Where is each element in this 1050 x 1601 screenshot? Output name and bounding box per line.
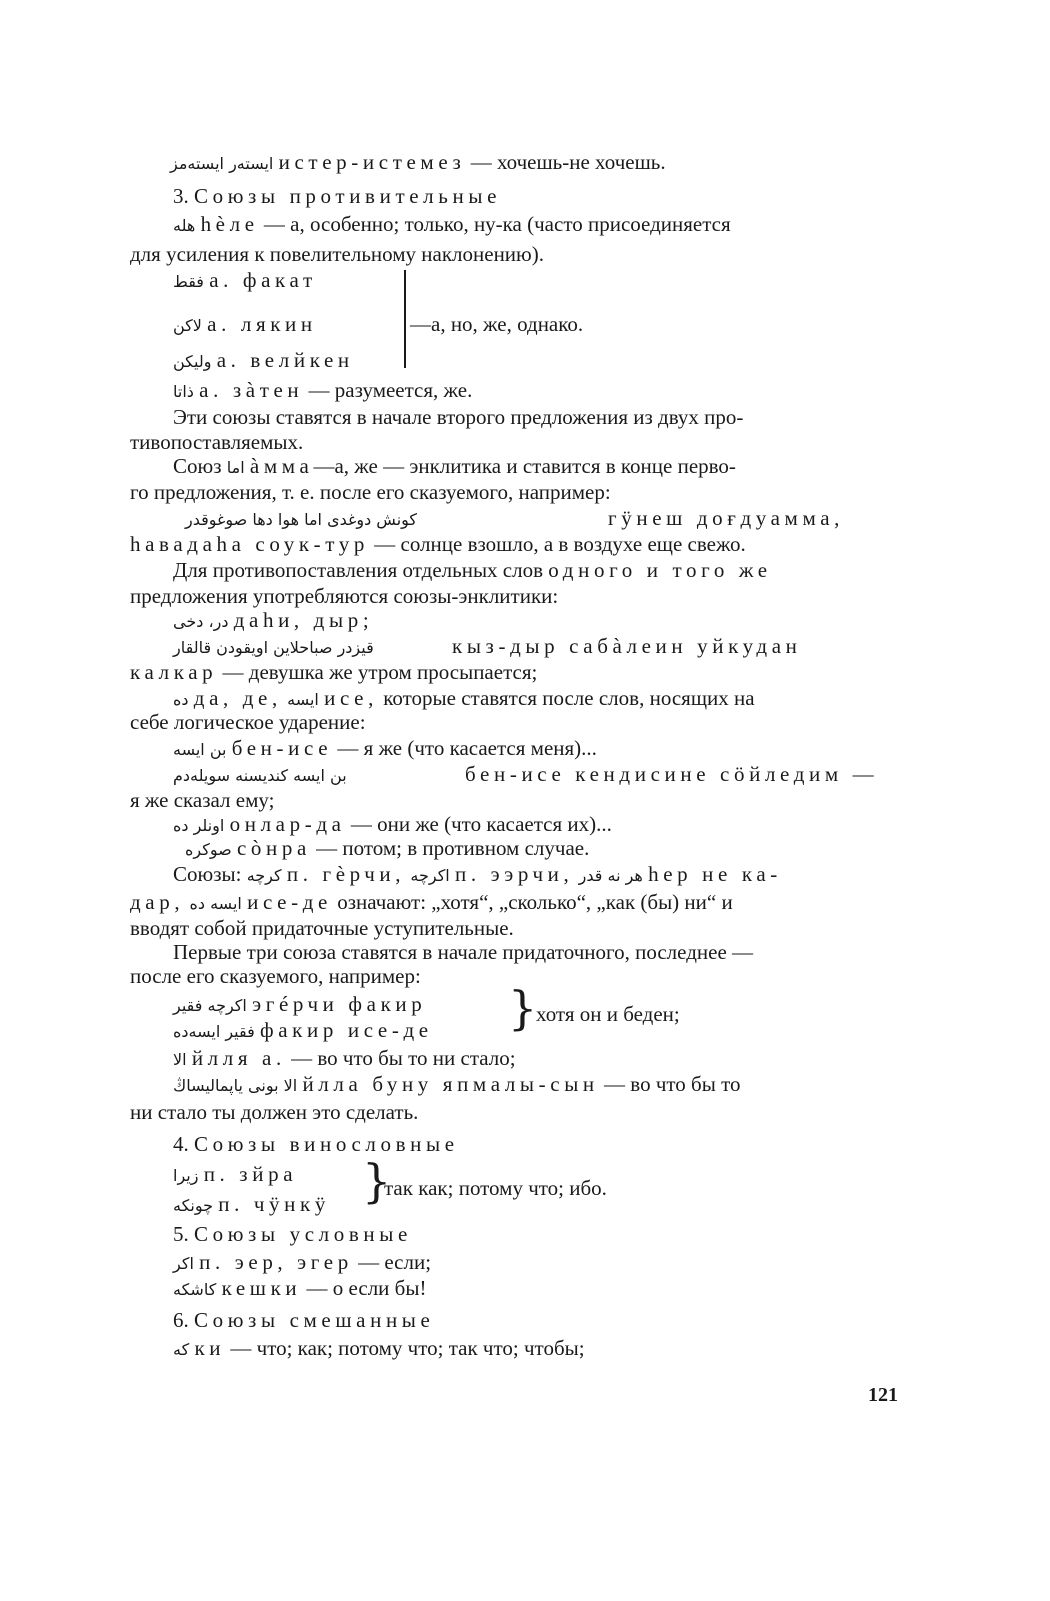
text-line: я же сказал ему; — [130, 788, 275, 812]
text-line — [170, 148, 666, 178]
example-line: بن ایسه бен-исе — я же (что касается меня)... — [173, 736, 597, 760]
translation: —а, но, же, однако. — [410, 312, 584, 336]
text-line: вводят собой придаточные уступительные. — [130, 916, 514, 940]
arabic-script: ایستەر ایستەمز — [170, 154, 274, 173]
text-line: предложения употребляются союзы-энклитики: — [130, 584, 559, 608]
example-line: الا йлля а. — во что бы то ни стало; — [173, 1046, 516, 1070]
text-line: го предложения, т. е. после его сказуемого, например: — [130, 480, 611, 504]
conjunction-item: کاشکه кешки — о если бы! — [173, 1276, 427, 1300]
brace — [404, 270, 406, 368]
example-line: کونش دوغدی اما هوا دها صوغوقدر — [185, 510, 418, 529]
example-line: кыз-дыр сабàлеин уйкудан — [452, 634, 802, 658]
text-line: дар, ایسه ده исе-де означают: „хотя“, „сколько“, „как (бы) ни“ и — [130, 890, 733, 914]
text-line: для усиления к повелительному наклонению). — [130, 242, 544, 266]
example-line: бен-исе кендисине сӧйледим — — [465, 762, 879, 786]
text-line: Союз اما àмма—а, же — энклитика и ставится в конце перво- — [173, 454, 736, 478]
section-heading: 4. Союзы винословные — [173, 1132, 459, 1156]
example-line: اکرچه فقیر эгéрчи факир — [173, 992, 427, 1016]
example-line: калкар — девушка же утром просыпается; — [130, 660, 538, 684]
conjunction-item: چونکه п. чӱнкӱ — [173, 1192, 330, 1216]
curly-brace: } — [362, 1154, 392, 1208]
page-number: 121 — [868, 1384, 898, 1406]
text-line: себе логическое ударение: — [130, 710, 366, 734]
text-line: тивопоставляемых. — [130, 430, 304, 454]
conjunction-item: لاکن а. лякин — [173, 312, 317, 336]
translation: хотя он и беден; — [536, 1002, 680, 1026]
translation: так как; потому что; ибо. — [384, 1176, 607, 1200]
example-line: بن ایسه کندیسنه سویلەدم — [173, 766, 347, 785]
conjunction-item: که ки — что; как; потому что; так что; чтобы; — [173, 1336, 585, 1360]
example-line: hавадаhа соук-тур — солнце взошло, а в воздухе еще свежо. — [130, 532, 746, 556]
transliteration: истер-истемез — [278, 150, 466, 174]
section-heading: 6. Союзы смешанные — [173, 1308, 435, 1332]
translation: — хочешь-не хочешь. — [465, 150, 666, 174]
text-line: Эти союзы ставятся в начале второго предложения из двух про- — [173, 405, 744, 429]
text-line: Первые три союза ставятся в начале придаточного, последнее — — [173, 940, 754, 964]
text-line: ذاتا а. зàтен — разумеется, же. — [173, 378, 473, 402]
section-heading: 5. Союзы условные — [173, 1222, 412, 1246]
conjunction-item: ولیکن а. велйкен — [173, 348, 354, 372]
text-line: هله hèле — а, особенно; только, ну-ка (часто присоединяется — [173, 212, 731, 236]
example-line: الا بونی یاپمالیساڭ йлла буну япмалы-сын — во что бы то — [173, 1072, 741, 1096]
curly-brace: } — [508, 981, 538, 1035]
example-line: فقیر ایسەده факир исе-де — [173, 1018, 433, 1042]
example-line: صوکره сòнра — потом; в противном случае. — [185, 836, 590, 860]
text-line: Для противопоставления отдельных слов одного и того же — [173, 558, 772, 582]
text-line: ни стало ты должен это сделать. — [130, 1100, 419, 1124]
example-line: гӱнеш доғдуамма, — [608, 506, 845, 530]
text-line: после его сказуемого, например: — [130, 964, 421, 988]
conjunction-item: فقط а. факат — [173, 268, 317, 292]
conjunction-item: زیرا п. зйра — [173, 1162, 298, 1186]
example-line: قیزدر صباحلاین اویقودن قالقار — [173, 638, 374, 657]
text-line: ده да, де, ایسه исе, которые ставятся после слов, носящих на — [173, 686, 755, 710]
example-line: اونلر ده онлар-да — они же (что касается их)... — [173, 812, 612, 836]
conjunction-item: اکر п. эер, эгер — если; — [173, 1250, 432, 1274]
example-line: در، دخی даhи, дыр; — [173, 608, 374, 632]
text-line: Союзы: کرچه п. гèрчи, اکرچه п. ээрчи, هر نه قدر hер не ка- — [173, 862, 782, 886]
section-heading: 3. Союзы противительные — [173, 184, 502, 208]
